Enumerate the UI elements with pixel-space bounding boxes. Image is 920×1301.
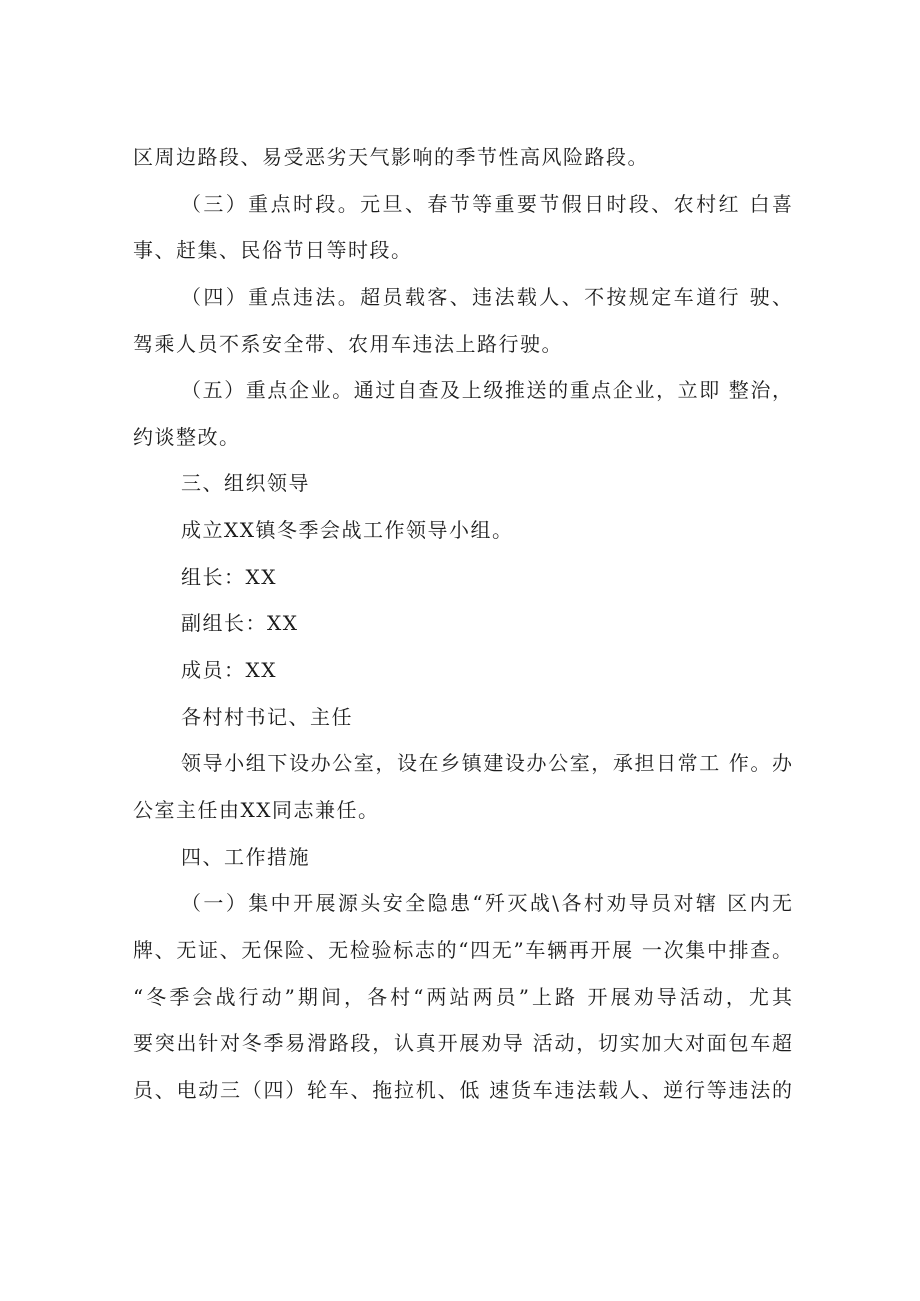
section-heading: 四、工作措施 [181, 844, 310, 869]
paragraph-line: 副组长：XX [181, 611, 299, 636]
paragraph-line: “冬季会战行动”期间，各村“两站两员”上路 开展劝导活动，尤其 [133, 984, 792, 1009]
paragraph-line: 领导小组下设办公室，设在乡镇建设办公室，承担日常工 作。办 [181, 751, 792, 776]
paragraph-line: 成员：XX [181, 658, 277, 683]
paragraph-line: 各村村书记、主任 [181, 704, 353, 729]
paragraph-line: 约谈整改。 [133, 424, 241, 449]
paragraph-line: （三）重点时段。元旦、春节等重要节假日时段、农村红 白喜 [181, 191, 792, 216]
paragraph-line: 驾乘人员不系安全带、农用车违法上路行驶。 [133, 331, 563, 356]
paragraph-line: （一）集中开展源头安全隐患“歼灭战\各村劝导员对辖 区内无 [181, 891, 792, 916]
paragraph-line: 事、赶集、民俗节日等时段。 [133, 238, 413, 263]
paragraph-line: 牌、无证、无保险、无检验标志的“四无”车辆再开展 一次集中排查。 [133, 937, 792, 962]
paragraph-line: 员、电动三（四）轮车、拖拉机、低 速货车违法载人、逆行等违法的 [133, 1077, 792, 1102]
paragraph-line: （五）重点企业。通过自查及上级推送的重点企业，立即 整治， [181, 378, 792, 403]
paragraph-line: 要突出针对冬季易滑路段，认真开展劝导 活动，切实加大对面包车超 [133, 1031, 792, 1056]
section-heading: 三、组织领导 [181, 471, 310, 496]
document-body [133, 134, 792, 1113]
paragraph-line: （四）重点违法。超员载客、违法载人、不按规定车道行 驶、 [181, 284, 792, 309]
paragraph-line: 公室主任由XX同志兼任。 [133, 797, 380, 822]
paragraph-line: 成立XX镇冬季会战工作领导小组。 [181, 518, 514, 543]
paragraph-line: 组长：XX [181, 564, 277, 589]
paragraph-line: 区周边路段、易受恶劣天气影响的季节性高风险路段。 [133, 145, 649, 169]
